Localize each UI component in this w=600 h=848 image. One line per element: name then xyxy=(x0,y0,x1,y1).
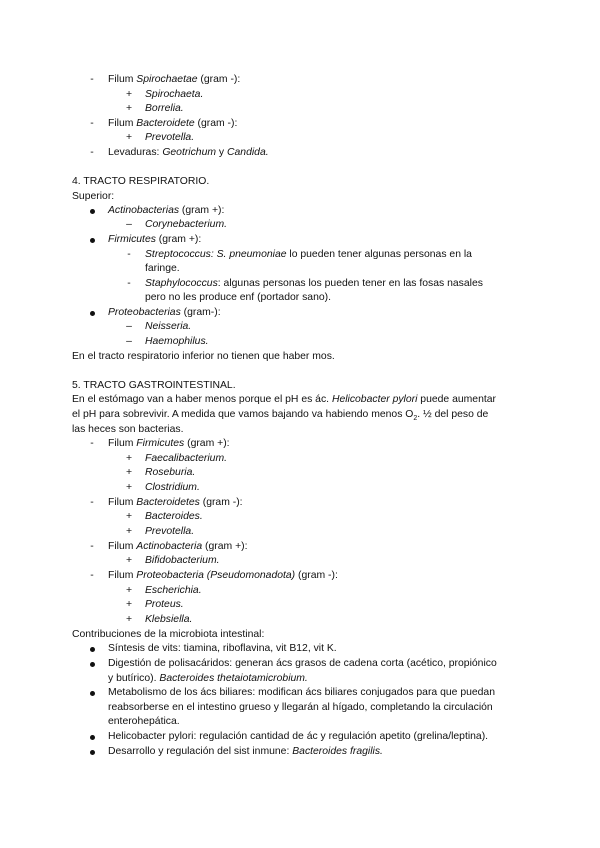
text: y xyxy=(216,147,228,158)
bullet-icon xyxy=(90,647,95,652)
contribution-polysaccharides: Digestión de polisacáridos: generan ács grasos de cadena corta (acético, propiónico xyxy=(108,658,497,669)
genus-proteus: Proteus. xyxy=(145,599,184,610)
text: Levaduras: xyxy=(108,147,163,158)
bullet-icon xyxy=(90,735,95,740)
section-heading-respiratorio: 4. TRACTO RESPIRATORIO. xyxy=(72,176,210,187)
text: . ½ del peso de xyxy=(417,409,489,420)
text: (gram -): xyxy=(199,497,243,508)
genus-staphylococcus: Staphylococcus xyxy=(145,278,218,289)
staphylococcus-line-2: pero no les produce enf (portador sano). xyxy=(145,292,331,303)
phylum-name: Firmicutes xyxy=(108,234,156,245)
contributions-heading: Contribuciones de la microbiota intestinal: xyxy=(72,629,265,640)
text: Filum xyxy=(108,570,137,581)
plus-marker: + xyxy=(125,132,133,143)
genus-klebsiella: Klebsiella. xyxy=(145,614,193,625)
dash-marker: - xyxy=(127,249,131,260)
phylum-name: Actinobacteria xyxy=(136,541,203,552)
text: (gram +): xyxy=(155,234,202,245)
phylum-name: Spirochaetae xyxy=(136,74,198,85)
dash-marker: - xyxy=(90,541,94,552)
plus-marker: + xyxy=(125,467,133,478)
genus-haemophilus: Haemophilus. xyxy=(145,336,209,347)
plus-marker: + xyxy=(125,453,133,464)
paragraph-line-1 xyxy=(72,393,496,407)
levaduras-line xyxy=(108,146,269,160)
phylum-name: Firmicutes xyxy=(136,438,185,449)
text: Filum xyxy=(108,497,137,508)
text: : algunas personas los pueden tener en las fosas nasales xyxy=(217,278,483,289)
text: (gram -): xyxy=(194,118,238,129)
filum-bacteroidetes-line xyxy=(108,496,243,510)
genus-streptococcus: Streptococcus: S. pneumoniae xyxy=(145,249,287,260)
genus-bifidobacterium: Bifidobacterium. xyxy=(145,555,220,566)
species-helicobacter: Helicobacter pylori xyxy=(331,394,418,405)
dash-marker: - xyxy=(90,438,94,449)
text: Filum xyxy=(108,74,137,85)
subscript: 2 xyxy=(413,415,418,423)
plus-marker: + xyxy=(125,511,133,522)
dash-marker: - xyxy=(90,570,94,581)
filum-firmicutes-line xyxy=(108,437,230,451)
genus-candida: Candida. xyxy=(227,147,269,158)
text: (gram -): xyxy=(295,570,338,581)
phylum-name: Bacteroidete xyxy=(136,118,195,129)
plus-marker: + xyxy=(125,614,133,625)
section-heading-gastrointestinal: 5. TRACTO GASTROINTESTINAL. xyxy=(72,380,236,391)
text: (gram -): xyxy=(197,74,241,85)
filum-bacteroidete-line xyxy=(108,117,237,131)
species-bacteroides-fragilis: Bacteroides fragilis. xyxy=(292,746,383,757)
streptococcus-line-2: faringe. xyxy=(145,263,180,274)
dash-marker: - xyxy=(127,278,131,289)
phylum-name: Bacteroidetes xyxy=(136,497,200,508)
genus-bacteroides: Bacteroides. xyxy=(145,511,203,522)
contribution-vitamins: Síntesis de vits: tiamina, riboflavina, vit B12, vit K. xyxy=(108,643,337,654)
genus-geotrichum: Geotrichum xyxy=(162,147,217,158)
text: (gram +): xyxy=(179,205,225,216)
text: En el estómago van a haber menos porque el pH es ác. xyxy=(72,394,332,405)
genus-prevotella: Prevotella. xyxy=(145,132,195,143)
staphylococcus-line xyxy=(145,277,483,291)
genus-escherichia: Escherichia. xyxy=(145,585,202,596)
bullet-icon xyxy=(90,691,95,696)
genus-faecalibacterium: Faecalibacterium. xyxy=(145,453,228,464)
dash-marker: - xyxy=(90,497,94,508)
contribution-polysaccharides-line-2 xyxy=(108,672,308,686)
text: Desarrollo y regulación del sist inmune: xyxy=(108,746,293,757)
endash-marker: – xyxy=(126,321,132,332)
genus-prevotella: Prevotella. xyxy=(145,526,195,537)
text: el pH para sobrevivir. A medida que vamos bajando va habiendo menos O xyxy=(72,409,414,420)
genus-borrelia: Borrelia. xyxy=(145,103,184,114)
subheading-superior: Superior: xyxy=(72,191,115,202)
bullet-icon xyxy=(90,750,95,755)
genus-corynebacterium: Corynebacterium. xyxy=(145,219,228,230)
text: lo pueden tener algunas personas en la xyxy=(286,249,472,260)
plus-marker: + xyxy=(125,599,133,610)
contribution-bile-acids: Metabolismo de los ács biliares: modifican ács biliares conjugados para que puedan xyxy=(108,687,495,698)
filum-actinobacteria-line xyxy=(108,540,247,554)
bullet-icon xyxy=(90,311,95,316)
endash-marker: – xyxy=(126,219,132,230)
bullet-icon xyxy=(90,209,95,214)
proteobacterias-line xyxy=(108,306,221,320)
text: y butírico). xyxy=(108,673,160,684)
dash-marker: - xyxy=(90,147,94,158)
phylum-name: Proteobacterias xyxy=(108,307,181,318)
genus-clostridium: Clostridium. xyxy=(145,482,200,493)
dash-marker: - xyxy=(90,74,94,85)
actinobacterias-line xyxy=(108,204,224,218)
plus-marker: + xyxy=(125,103,133,114)
contribution-bile-acids-line-3: enterohepática. xyxy=(108,716,180,727)
plus-marker: + xyxy=(125,555,133,566)
plus-marker: + xyxy=(125,482,133,493)
plus-marker: + xyxy=(125,89,133,100)
text: puede aumentar xyxy=(417,394,496,405)
contribution-immune xyxy=(108,745,383,759)
paragraph-line-3: las heces son bacterias. xyxy=(72,424,184,435)
text: Filum xyxy=(108,118,137,129)
genus-roseburia: Roseburia. xyxy=(145,467,196,478)
filum-proteobacteria-line xyxy=(108,569,338,583)
contribution-bile-acids-line-2: reabsorberse en el intestino grueso y llegarán al hígado, completando la circulación xyxy=(108,702,493,713)
streptococcus-line xyxy=(145,248,472,262)
text: Filum xyxy=(108,541,137,552)
phylum-name: Proteobacteria (Pseudomonadota) xyxy=(136,570,296,581)
phylum-name: Actinobacterias xyxy=(108,205,180,216)
bullet-icon xyxy=(90,662,95,667)
text: Filum xyxy=(108,438,137,449)
genus-spirochaeta: Spirochaeta. xyxy=(145,89,204,100)
contribution-helicobacter: Helicobacter pylori: regulación cantidad de ác y regulación apetito (grelina/leptina). xyxy=(108,731,489,742)
species-bacteroides-theta: Bacteroides thetaiotamicrobium. xyxy=(159,673,308,684)
dash-marker: - xyxy=(90,118,94,129)
genus-neisseria: Neisseria. xyxy=(145,321,192,332)
plus-marker: + xyxy=(125,585,133,596)
filum-spirochaetae-line xyxy=(108,73,240,87)
text: (gram-): xyxy=(180,307,221,318)
endash-marker: – xyxy=(126,336,132,347)
text: (gram +): xyxy=(184,438,230,449)
bullet-icon xyxy=(90,238,95,243)
text: (gram +): xyxy=(202,541,248,552)
firmicutes-line xyxy=(108,233,201,247)
plus-marker: + xyxy=(125,526,133,537)
inferior-note: En el tracto respiratorio inferior no tienen que haber mos. xyxy=(72,351,335,362)
